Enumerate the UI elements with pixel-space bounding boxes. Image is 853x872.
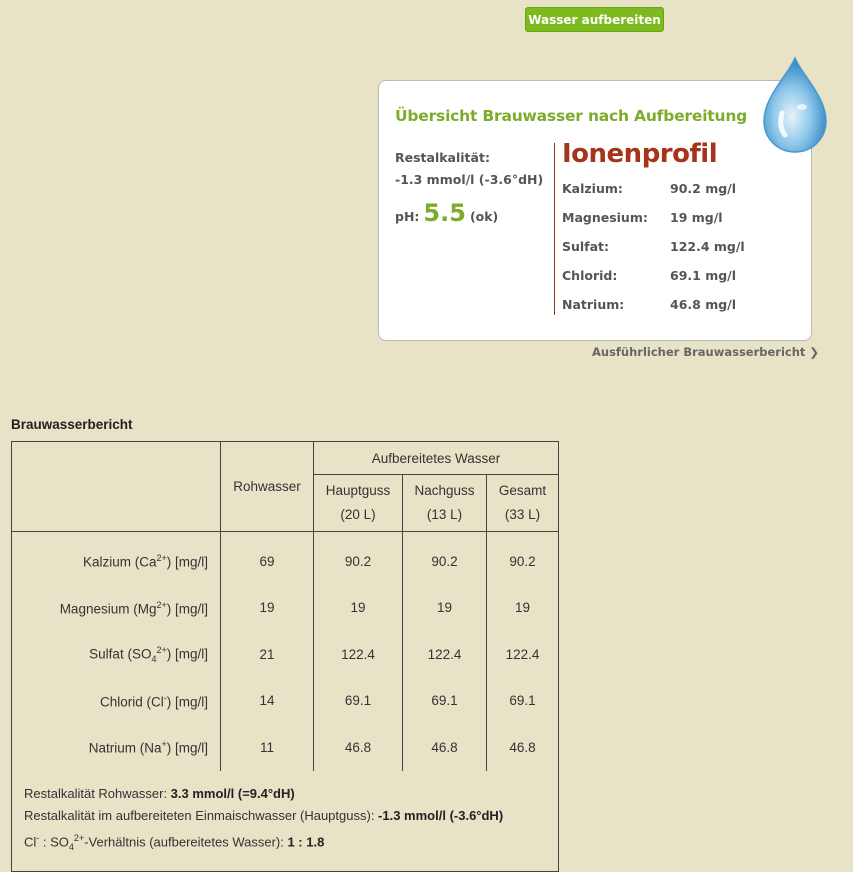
- cell-nachguss: 46.8: [403, 724, 487, 771]
- label-sup: 2+: [156, 644, 167, 655]
- label-unit: ) [mg/l]: [166, 601, 208, 616]
- label-sub: 4: [151, 653, 157, 664]
- cell-nachguss: 122.4: [403, 631, 487, 678]
- divider: [554, 143, 555, 315]
- summary-value: -1.3 mmol/l (-3.6°dH): [378, 807, 504, 823]
- summary-cell: [12, 771, 559, 872]
- label-text: Natrium (Na: [88, 740, 162, 756]
- summary-sub: 4: [68, 841, 74, 852]
- summary-sup: -: [36, 832, 40, 843]
- table-row: [12, 678, 559, 725]
- label-unit: ) [mg/l]: [166, 554, 208, 570]
- header-hauptguss-name: Hauptguss: [325, 483, 391, 498]
- cell-rohwasser: 11: [221, 724, 314, 771]
- summary-line-restalkalitaet-roh: [24, 783, 546, 805]
- cell-gesamt: 122.4: [487, 631, 559, 678]
- table-row: [12, 631, 559, 678]
- ph-label: pH:: [395, 209, 420, 224]
- cell-rohwasser: 14: [221, 678, 314, 725]
- label-text: Magnesium (Mg: [59, 601, 157, 616]
- header-rohwasser: Rohwasser: [221, 442, 314, 532]
- cell-rohwasser: 69: [221, 532, 314, 585]
- ph-status: (ok): [469, 209, 499, 224]
- ion-row: [562, 174, 745, 203]
- cell-nachguss: 19: [403, 585, 487, 632]
- label-text: Chlorid (Cl: [99, 694, 164, 709]
- header-hauptguss-vol: (20 L): [340, 507, 376, 522]
- summary-value: 1 : 1.8: [287, 833, 325, 849]
- ion-name: Chlorid:: [562, 268, 618, 283]
- cell-gesamt: 69.1: [487, 678, 559, 725]
- ion-row: [562, 290, 745, 319]
- row-label: [12, 724, 221, 771]
- header-aufbereitet: Aufbereitetes Wasser: [314, 442, 559, 475]
- header-empty: [12, 442, 221, 532]
- summary-row: [12, 771, 559, 872]
- label-sup: 2+: [156, 599, 167, 610]
- label-text: Kalzium (Ca: [82, 554, 157, 570]
- header-gesamt-vol: (33 L): [504, 507, 541, 522]
- ion-name: Natrium:: [562, 297, 625, 312]
- ion-row: [562, 232, 745, 261]
- summary-label: -Verhältnis (aufbereitetes Wasser):: [84, 833, 288, 849]
- cell-gesamt: 19: [487, 585, 559, 632]
- summary-value: 3.3 mmol/l (=9.4°dH): [170, 785, 295, 801]
- cell-rohwasser: 21: [221, 631, 314, 678]
- water-drop-icon: [758, 55, 830, 155]
- header-hauptguss: [314, 475, 403, 532]
- overview-card: [378, 80, 812, 341]
- restalkalitaet-block: [395, 147, 555, 227]
- summary-line-restalkalitaet-haupt: [24, 805, 546, 827]
- cell-hauptguss: 122.4: [314, 631, 403, 678]
- ion-name: Sulfat:: [562, 239, 610, 254]
- report-table: [11, 441, 559, 872]
- summary-line-verhaeltnis: [24, 827, 546, 858]
- ion-value: 90.2 mg/l: [670, 181, 737, 196]
- cell-hauptguss: 69.1: [314, 678, 403, 725]
- summary-sup: 2+: [73, 832, 85, 843]
- header-gesamt: [487, 475, 559, 532]
- cell-nachguss: 90.2: [403, 532, 487, 585]
- cell-hauptguss: 90.2: [314, 532, 403, 585]
- table-row: [12, 724, 559, 771]
- ion-value: 69.1 mg/l: [670, 268, 737, 283]
- label-sup: -: [163, 692, 167, 703]
- cell-gesamt: 90.2: [487, 532, 559, 585]
- ion-list: [562, 174, 745, 319]
- label-sup: 2+: [156, 553, 167, 563]
- table-row: [12, 585, 559, 632]
- header-nachguss-name: Nachguss: [414, 483, 475, 498]
- restalkalitaet-label: Restalkalität:: [395, 150, 490, 165]
- report-heading: Brauwasserbericht: [11, 417, 133, 432]
- label-unit: ) [mg/l]: [166, 694, 208, 709]
- summary-so: : SO: [39, 833, 69, 849]
- ion-row: [562, 203, 745, 232]
- cell-hauptguss: 46.8: [314, 724, 403, 771]
- ph-row: [395, 199, 555, 227]
- ion-value: 46.8 mg/l: [670, 297, 737, 312]
- ion-row: [562, 261, 745, 290]
- label-sup: +: [161, 739, 167, 749]
- row-label: [12, 631, 221, 678]
- detail-report-link[interactable]: Ausführlicher Brauwasserbericht ❯: [592, 345, 820, 359]
- header-nachguss: [403, 475, 487, 532]
- table-row: [12, 532, 559, 585]
- row-label: [12, 585, 221, 632]
- restalkalitaet-value: -1.3 mmol/l (-3.6°dH): [395, 172, 544, 187]
- ion-value: 19 mg/l: [670, 210, 723, 225]
- summary-label: Restalkalität im aufbereiteten Einmaischwasser (Hauptguss):: [24, 807, 379, 823]
- cell-gesamt: 46.8: [487, 724, 559, 771]
- label-unit: ) [mg/l]: [166, 740, 208, 756]
- summary-label: Restalkalität Rohwasser:: [24, 785, 171, 801]
- header-nachguss-vol: (13 L): [426, 507, 463, 522]
- label-text: Sulfat (SO: [89, 646, 152, 662]
- header-gesamt-name: Gesamt: [498, 483, 547, 498]
- row-label: [12, 678, 221, 725]
- row-label: [12, 532, 221, 585]
- ion-name: Magnesium:: [562, 210, 648, 225]
- cell-rohwasser: 19: [221, 585, 314, 632]
- wasser-aufbereiten-button[interactable]: Wasser aufbereiten: [525, 7, 664, 32]
- label-unit: ) [mg/l]: [166, 646, 208, 662]
- summary-cl: Cl: [24, 833, 37, 849]
- ion-name: Kalzium:: [562, 181, 623, 196]
- cell-nachguss: 69.1: [403, 678, 487, 725]
- ph-value: 5.5: [423, 199, 466, 227]
- ionenprofil-title: Ionenprofil: [562, 139, 718, 169]
- ion-value: 122.4 mg/l: [670, 239, 745, 254]
- overview-title: Übersicht Brauwasser nach Aufbereitung: [395, 107, 748, 125]
- cell-hauptguss: 19: [314, 585, 403, 632]
